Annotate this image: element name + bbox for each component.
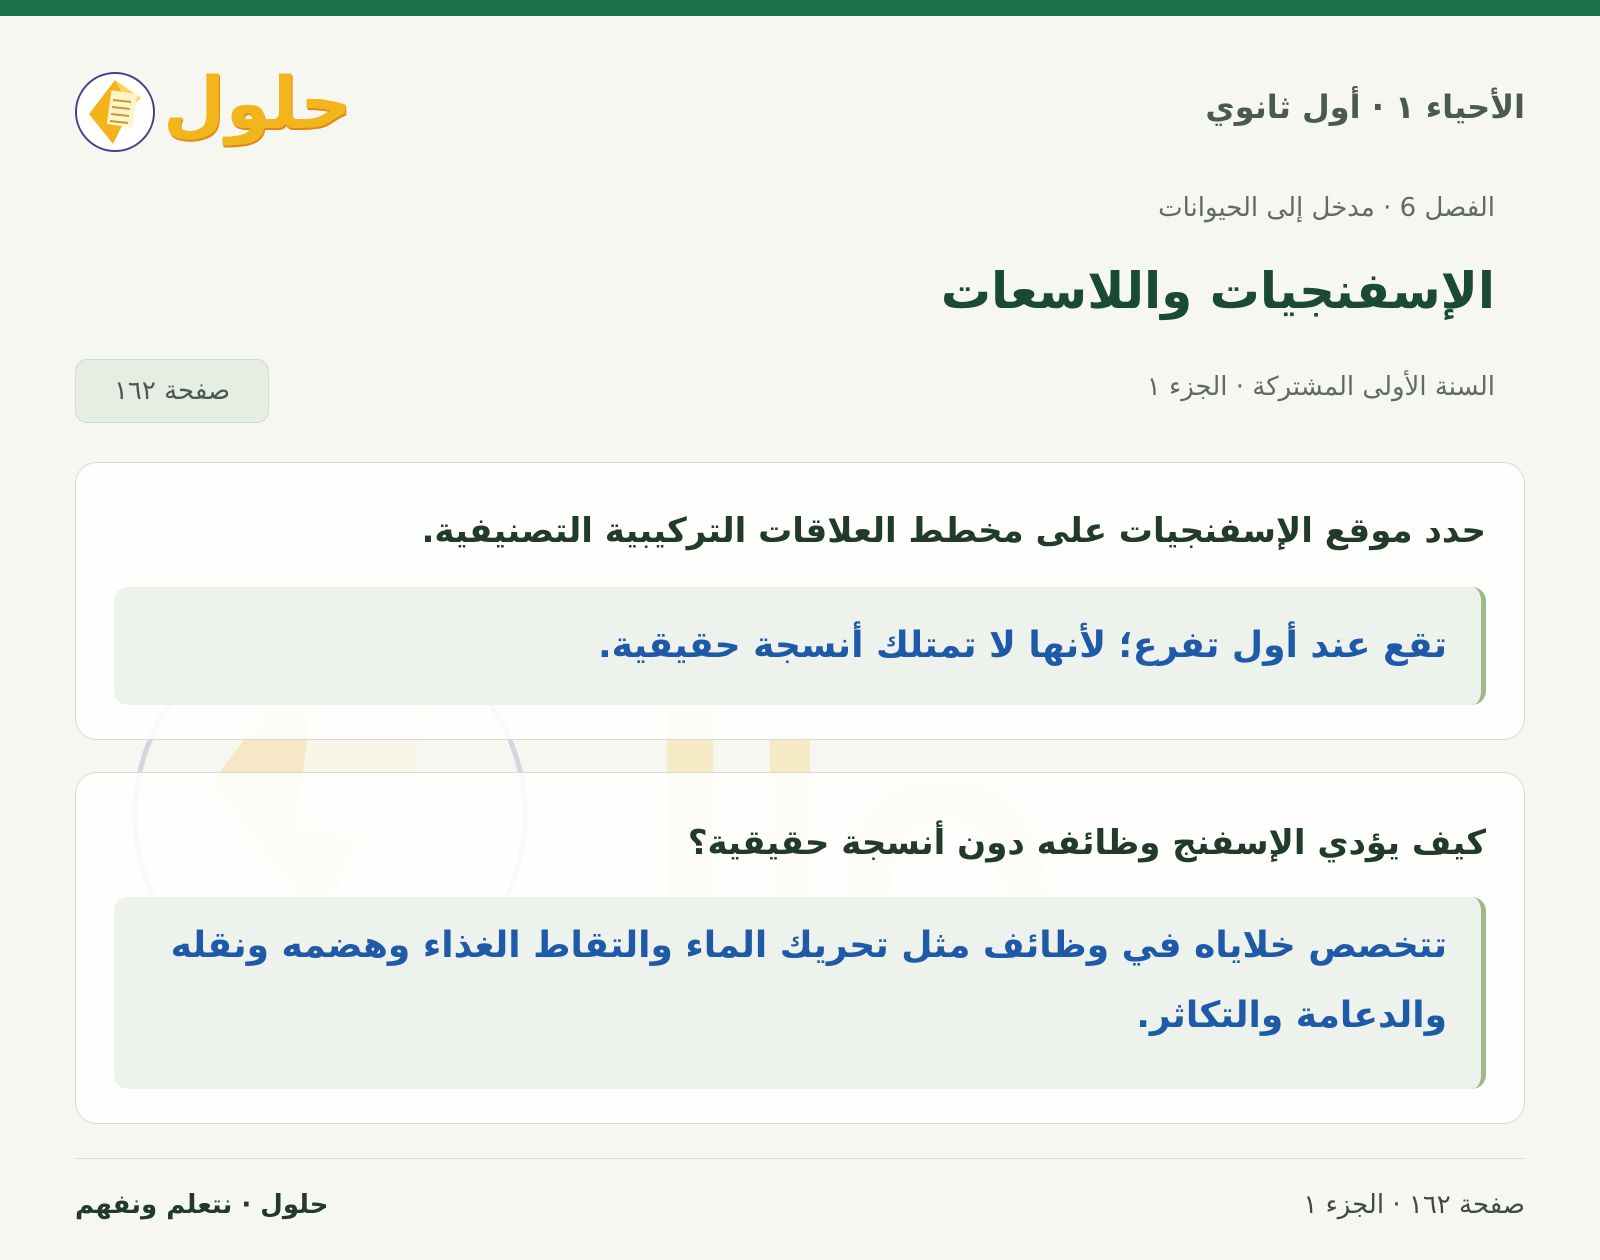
- answer-text: تتخصص خلاياه في وظائف مثل تحريك الماء والتقاط الغذاء وهضمه ونقله والدعامة والتكاثر.: [170, 925, 1447, 1036]
- page-header: [75, 50, 1525, 160]
- site-logo[interactable]: [75, 50, 352, 160]
- answer-text: تقع عند أول تفرع؛ لأنها لا تمتلك أنسجة حقيقية.: [597, 625, 1447, 666]
- chapter-label: الفصل 6 · مدخل إلى الحيوانات: [1158, 193, 1495, 223]
- qa-card-1: [75, 462, 1525, 740]
- qa-card-2: [75, 772, 1525, 1124]
- footer-page-info: صفحة ١٦٢ · الجزء ١: [1303, 1190, 1525, 1220]
- question-text: كيف يؤدي الإسفنج وظائفه دون أنسجة حقيقية؟: [687, 823, 1486, 863]
- page-badge: صفحة ١٦٢: [75, 359, 269, 423]
- lesson-title: الإسفنجيات واللاسعات: [940, 262, 1495, 320]
- subject-title: الأحياء ١ · أول ثانوي: [1205, 88, 1525, 126]
- footer-brand: حلول · نتعلم ونفهم: [75, 1190, 329, 1220]
- question-text: حدد موقع الإسفنجيات على مخطط العلاقات التركيبية التصنيفية.: [421, 511, 1486, 551]
- logo-wordmark: حلول: [163, 61, 352, 145]
- answer-box: [114, 897, 1486, 1089]
- footer-divider: [75, 1158, 1525, 1159]
- top-accent-bar: [0, 0, 1600, 16]
- answer-box: [114, 587, 1486, 705]
- lesson-meta: السنة الأولى المشتركة · الجزء ١: [1146, 372, 1495, 402]
